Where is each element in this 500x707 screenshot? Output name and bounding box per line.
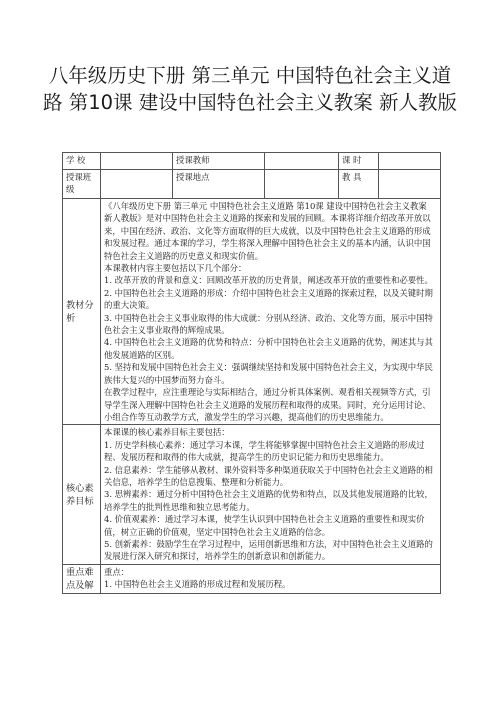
analysis-paragraph: 《八年级历史下册 第三单元 中国特色社会主义道路 第10课 建设中国特色社会主义教案 新人教版》是对中国特色社会主义道路的探索和发展的回顾。本课将详细介绍改革开放以来，中国在经济、政治、文化等方面取得的巨大成就，以及中国特色社会主义道路的形成和发展过程。通过本课的学习，学生将深入理解中国特色社会主义的基本内涵，认识中国特色社会主义道路的历史意义和现实价值。 xyxy=(104,201,431,261)
literacy-paragraph: 2. 信息素养：学生能够从教材、课外资料等多种渠道获取关于中国特色社会主义道路的相关信息，培养学生的信息搜集、整理和分析能力。 xyxy=(104,464,433,487)
keypoints-paragraph: 1. 中国特色社会主义道路的形成过程和发展历程。 xyxy=(104,579,291,590)
literacy-label: 核心素养目标 xyxy=(63,425,101,564)
keypoints-row xyxy=(63,564,441,593)
literacy-paragraph: 本课课的核心素养目标主要包括： xyxy=(104,427,230,438)
keypoints-label: 重点难点及解 xyxy=(63,564,101,593)
document-title: 八年级历史下册 第三单元 中国特色社会主义道路 第10课 建设中国特色社会主义教案 新人教版 xyxy=(43,64,457,114)
literacy-paragraph: 1. 历史学科核心素养：通过学习本课，学生将能够掌握中国特色社会主义道路的形成过程、发展历程和取得的伟大成就，提高学生的历史识记能力和历史思维能力。 xyxy=(104,439,425,463)
analysis-paragraph: 3. 中国特色社会主义事业取得的伟大成就：分别从经济、政治、文化等方面，展示中国特色社会主义事业取得的辉煌成果。 xyxy=(104,312,433,336)
class-label: 授课班级 xyxy=(63,170,101,199)
school-value xyxy=(101,153,173,170)
analysis-paragraph: 1. 改革开放的背景和意义：回顾改革开放的历史背景，阐述改革开放的重要性和必要性。 xyxy=(104,275,433,286)
time-label: 课 时 xyxy=(339,153,379,170)
analysis-paragraph: 2. 中国特色社会主义道路的形成：介绍中国特色社会主义道路的探索过程，以及关键时期的重大决策。 xyxy=(104,287,433,311)
tools-value xyxy=(379,170,441,199)
analysis-paragraph: 本课教材内容主要包括以下几个部分： xyxy=(104,263,247,274)
analysis-paragraph: 在教学过程中，应注重理论与实际相结合，通过分析具体案例、观看相关视频等方式，引导学生深入理解中国特色社会主义道路的发展历程和取得的成果。同时，充分运用讨论、小组合作等互动教学方式，激发学生的学习兴趣，提高他们的历史思维能力。 xyxy=(104,387,431,422)
header-row-2 xyxy=(63,170,441,199)
school-label: 学 校 xyxy=(63,153,101,170)
lesson-plan-table xyxy=(62,152,441,594)
analysis-row xyxy=(63,199,441,425)
header-row-1 xyxy=(63,153,441,170)
analysis-paragraph: 4. 中国特色社会主义道路的优势和特点：分析中国特色社会主义道路的优势，阐述其与其他发展道路的区别。 xyxy=(104,337,433,360)
location-value xyxy=(265,170,339,199)
analysis-label: 教材分析 xyxy=(63,199,101,425)
location-label: 授课地点 xyxy=(173,170,265,199)
keypoints-paragraph: 重点： xyxy=(104,566,130,577)
class-value xyxy=(101,170,173,199)
tools-label: 教 具 xyxy=(339,170,379,199)
literacy-content xyxy=(101,425,441,564)
keypoints-content xyxy=(101,564,441,593)
literacy-paragraph: 3. 思辨素养：通过分析中国特色社会主义道路的优势和特点，以及其他发展道路的比较，培养学生的批判性思维和独立思考能力。 xyxy=(104,489,433,512)
analysis-paragraph: 5. 坚持和发展中国特色社会主义：强调继续坚持和发展中国特色社会主义，为实现中华民族伟大复兴的中国梦而努力奋斗。 xyxy=(104,362,433,385)
literacy-row xyxy=(63,425,441,564)
teacher-label: 授课教师 xyxy=(173,153,265,170)
analysis-content xyxy=(101,199,441,425)
teacher-value xyxy=(265,153,339,170)
literacy-paragraph: 5. 创新素养：鼓励学生在学习过程中，运用创新思维和方法，对中国特色社会主义道路的发展进行深入研究和探讨，培养学生的创新意识和创新能力。 xyxy=(104,538,433,562)
literacy-paragraph: 4. 价值观素养：通过学习本课，使学生认识到中国特色社会主义道路的重要性和现实价值，树立正确的价值观，坚定中国特色社会主义道路的信念。 xyxy=(104,514,425,537)
time-value xyxy=(379,153,441,170)
